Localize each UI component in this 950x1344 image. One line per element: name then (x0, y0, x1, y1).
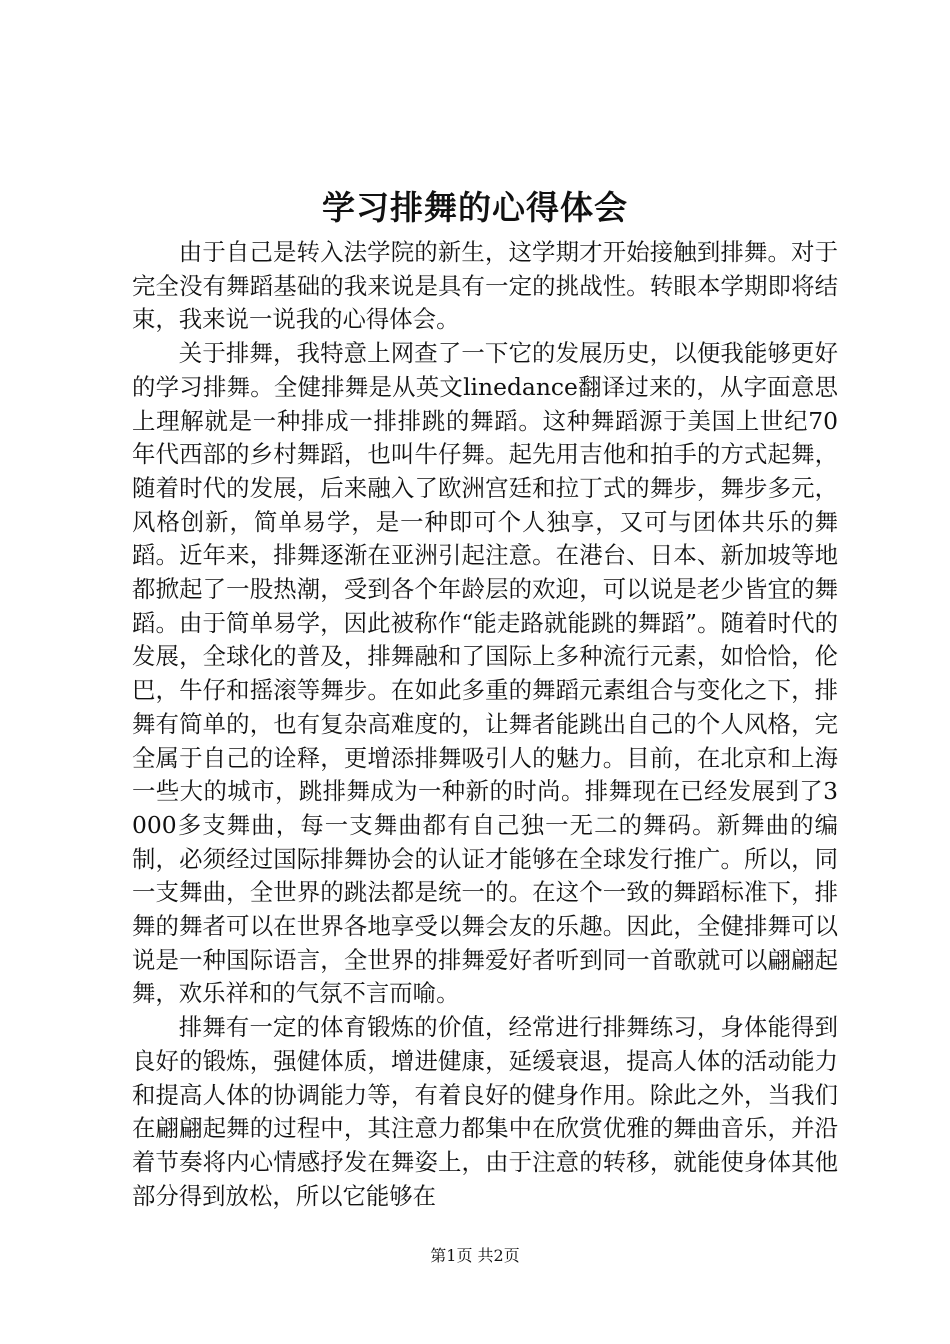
page-number: 第1页 共2页 (430, 1246, 520, 1265)
paragraph-3: 排舞有一定的体育锻炼的价值，经常进行排舞练习，身体能得到良好的锻炼，强健体质，增进健康，延缓衰退，提高人体的活动能力和提高人体的协调能力等，有着良好的健身作用。除此之外，当我们在翩翩起舞的过程中，其注意力都集中在欣赏优雅的舞曲音乐，并沿着节奏将内心情感抒发在舞姿上，由于注意的转移，就能使身体其他部分得到放松，所以它能够在 (132, 1013, 838, 1210)
document-title: 学习排舞的心得体会 (322, 188, 628, 227)
paragraph-1: 由于自己是转入法学院的新生，这学期才开始接触到排舞。对于完全没有舞蹈基础的我来说是具有一定的挑战性。转眼本学期即将结束，我来说一说我的心得体会。 (132, 238, 838, 334)
paragraph-2: 关于排舞，我特意上网查了一下它的发展历史，以便我能够更好的学习排舞。全健排舞是从英文linedance翻译过来的，从字面意思上理解就是一种排成一排排跳的舞蹈。这种舞蹈源于美国上世纪70年代西部的乡村舞蹈，也叫牛仔舞。起先用吉他和拍手的方式起舞，随着时代的发展，后来融入了欧洲宫廷和拉丁式的舞步，舞步多元，风格创新，简单易学，是一种即可个人独享，又可与团体共乐的舞蹈。近年来，排舞逐渐在亚洲引起注意。在港台、日本、新加坡等地都掀起了一股热潮，受到各个年龄层的欢迎，可以说是老少皆宜的舞蹈。由于简单易学，因此被称作“能走路就能跳的舞蹈”。随着时代的发展，全球化的普及，排舞融和了国际上多种流行元素，如恰恰，伦巴，牛仔和摇滚等舞步。在如此多重的舞蹈元素组合与变化之下，排舞有简单的，也有复杂高难度的，让舞者能跳出自己的个人风格，完全属于自己的诠释，更增添排舞吸引人的魅力。目前，在北京和上海一些大的城市，跳排舞成为一种新的时尚。排舞现在已经发展到了3000多支舞曲，每一支舞曲都有自己独一无二的舞码。新舞曲的编制，必须经过国际排舞协会的认证才能够在全球发行推广。所以，同一支舞曲，全世界的跳法都是统一的。在这个一致的舞蹈标准下，排舞的舞者可以在世界各地享受以舞会友的乐趣。因此，全健排舞可以说是一种国际语言，全世界的排舞爱好者听到同一首歌就可以翩翩起舞，欢乐祥和的气氛不言而喻。 (132, 339, 838, 1008)
document-body (132, 236, 838, 1213)
